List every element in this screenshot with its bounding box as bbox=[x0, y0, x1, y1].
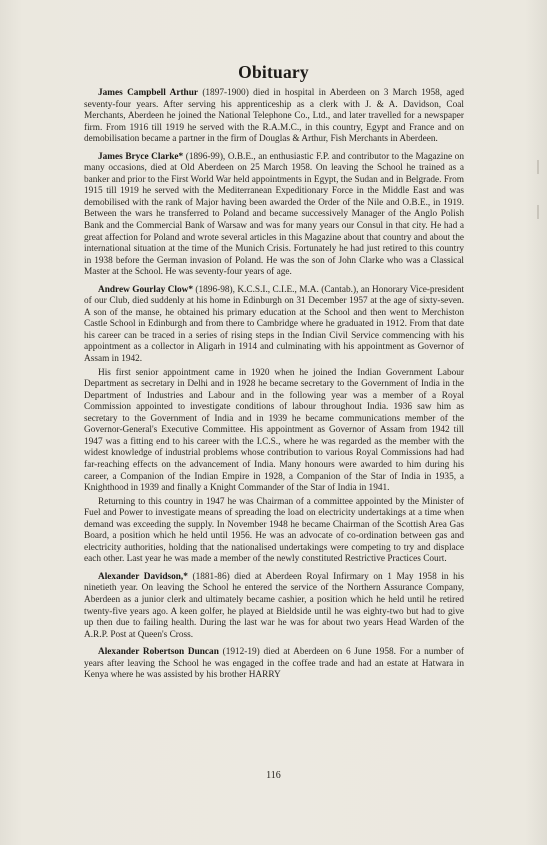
margin-mark bbox=[537, 205, 539, 219]
person-name: Andrew Gourlay Clow* bbox=[98, 284, 194, 295]
entry-text: (1897-1900) died in hospital in Aberdeen on 3 March 1958, aged seventy-four years. After serving his apprenticeship as a clerk with J. & A. Davidson, Coal Merchants, Aberdeen he joined the National Telephone Co., Ltd., and later travelled for a newspaper firm. From 1916 till 1919 he served with the R.A.M.C., in this country, Egypt and France and on demobilisation became a partner in the firm of Douglas & Arthur, Fish Merchants in Aberdeen. bbox=[84, 88, 464, 145]
entry-text: (1896-98), K.C.S.I., C.I.E., M.A. (Cantab.), an Honorary Vice-president of our Club, died suddenly at his home in Edinburgh on 31 December 1957 at the age of sixty-seven. A son of the manse, he obtained his primary education at the School and then went to Merchiston Castle School in Edinburgh and from there to Cambridge where he graduated in 1912. From that date his career can be traced in a series of rising steps in the Indian Civil Service commencing with his appointment as a collector in Aligarh in 1914 and culminating with his appointment as Governor of Assam in 1942. bbox=[84, 284, 465, 365]
page-number: 116 bbox=[266, 770, 281, 781]
entry-text: (1912-19) died at Aberdeen on 6 June 1958. For a number of years after leaving the School he was engaged in the coffee trade and had an estate at Hatwara in Kenya where he was assisted by his brother HARRY bbox=[84, 647, 464, 681]
obituary-entry-duncan bbox=[84, 647, 464, 682]
entry-text: His first senior appointment came in 1920 when he joined the Indian Government Labour Department as secretary in Delhi and in 1928 he became secretary to the Government of India in the Department of Industries and Labour and in the following year was a member of a Royal Commission appointed to investigate conditions of labour throughout India. 1936 saw him as secretary to the Government of India and in 1939 he became communications member of the Governor-General's Executive Committee. His appointment as Governor of Assam from 1942 till 1947 was a fitting end to his career with the I.C.S., where he was regarded as the member with the widest knowledge of industrial problems whose contribution to various Royal Commissions had had far-reaching effects on the advancement of India. Many honours were awarded to him during his career, a Companion of the Indian Empire in 1928, a Companion of the Star of India in 1935, a Knighthood in 1939 and finally a Knight Commander of the Star of India in 1941. bbox=[84, 367, 464, 494]
person-name: Alexander Robertson Duncan bbox=[98, 647, 219, 658]
person-name: James Bryce Clarke* bbox=[98, 151, 184, 162]
obituary-entry-arthur bbox=[84, 88, 464, 146]
obituary-entry-davidson bbox=[84, 572, 464, 641]
person-name: James Campbell Arthur bbox=[98, 88, 199, 98]
margin-mark bbox=[537, 160, 539, 174]
entry-text: (1896-99), O.B.E., an enthusiastic F.P. and contributor to the Magazine on many occasions, died at Old Aberdeen on 25 March 1958. On leaving the School he trained as a banker and prior to the First World War held appointments in Egypt, the Sudan and in Belgrade. From 1915 till 1919 he served with the Mediterranean Expeditionary Force in the Middle East and was demobilised with the rank of Major having been awarded the Order of the Nile and O.B.E., in 1919. Between the wars he transferred to Poland and became successively Manager of the Anglo Polish Bank and the Commercial Bank of Warsaw and was for many years our Consul in that city. He had a great affection for Poland and wrote several articles in this Magazine about that country and about the international situation at the time of the Munich Crisis. Fortunately he had just retired to this country in 1938 before the German invasion of Poland. He was the son of John Clarke who was a Classical Master at the School. He was seventy-four years of age. bbox=[84, 151, 464, 278]
obituary-entry-clow-continued-2 bbox=[84, 497, 464, 566]
obituary-entry-clarke bbox=[84, 152, 464, 279]
entry-text: (1881-86) died at Aberdeen Royal Infirmary on 1 May 1958 in his ninetieth year. On leaving the School he entered the service of the Northern Assurance Company, Aberdeen as a junior clerk and ultimately became cashier, a position which he held until he retired twenty-five years ago. A keen golfer, he played at Bieldside until he was eighty-two but had to give up then due to failing health. During the last war he was for about two years Head Warden of the A.R.P. Post at Queen's Cross. bbox=[84, 571, 464, 640]
obituary-entry-clow-continued bbox=[84, 368, 464, 495]
page-title: Obituary bbox=[238, 62, 309, 82]
obituary-body bbox=[84, 88, 464, 688]
person-name: Alexander Davidson,* bbox=[98, 571, 188, 582]
obituary-entry-clow bbox=[84, 285, 464, 366]
entry-text: Returning to this country in 1947 he was Chairman of a committee appointed by the Minister of Fuel and Power to investigate means of spreading the load on electricity undertakings at a time when demand was exceeding the supply. In November 1948 he became Chairman of the Scottish Area Gas Board, a position which he held until 1956. He was an advocate of co-ordination between gas and electricity authorities, holding that the nationalised undertakings were competing to try and displace each other. Last year he was made a member of the newly constituted Restrictive Practices Court. bbox=[84, 496, 464, 565]
